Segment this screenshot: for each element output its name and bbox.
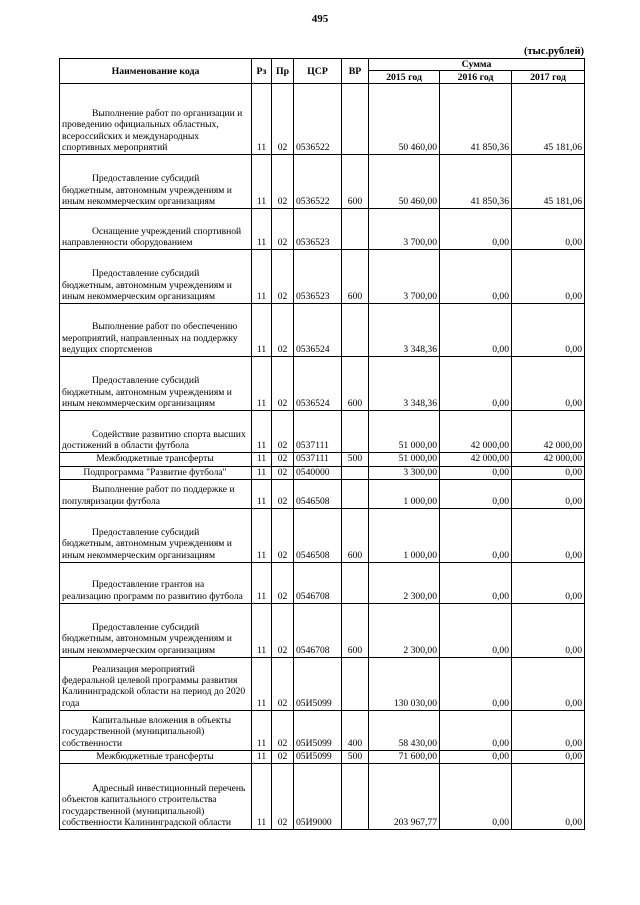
row-name: Предоставление субсидий бюджетным, автономным учреждениям и иным некоммерческим организациям	[62, 527, 232, 561]
row-pr: 02	[272, 466, 294, 479]
row-2016: 0,00	[440, 657, 512, 710]
row-pr: 02	[272, 479, 294, 508]
row-rz: 11	[252, 466, 272, 479]
row-2017: 42 000,00	[512, 453, 585, 466]
row-csr: 0546508	[294, 508, 342, 562]
row-vr: 600	[342, 357, 369, 411]
row-2015: 50 460,00	[369, 84, 440, 155]
row-csr: 0536523	[294, 209, 342, 250]
row-2016: 0,00	[440, 562, 512, 603]
table-row	[60, 304, 585, 357]
row-vr	[342, 764, 369, 830]
row-2017: 45 181,06	[512, 84, 585, 155]
row-csr: 0537111	[294, 411, 342, 453]
row-vr	[342, 209, 369, 250]
row-2016: 42 000,00	[440, 411, 512, 453]
table-row	[60, 209, 585, 250]
row-name: Выполнение работ по организации и проведению официальных областных, всероссийских и международных спортивных мероприятий	[62, 108, 243, 153]
page-number: 495	[311, 13, 329, 25]
row-csr: 0536523	[294, 250, 342, 304]
header-2016: 2016 год	[440, 71, 512, 84]
row-rz: 11	[252, 750, 272, 763]
row-rz: 11	[252, 657, 272, 710]
row-csr: 05И5099	[294, 750, 342, 763]
table-row	[60, 479, 585, 508]
row-name: Оснащение учреждений спортивной направленности оборудованием	[62, 225, 242, 248]
row-name: Адресный инвестиционный перечень объектов капитального строительства государственной (муниципальной) собственности Калининградской области	[62, 783, 246, 828]
row-csr: 0536524	[294, 357, 342, 411]
row-name: Предоставление субсидий бюджетным, автономным учреждениям и иным некоммерческим организациям	[62, 622, 232, 656]
row-2017: 0,00	[512, 479, 585, 508]
row-csr: 0536522	[294, 84, 342, 155]
row-pr: 02	[272, 304, 294, 357]
table-row	[60, 155, 585, 209]
row-rz: 11	[252, 155, 272, 209]
row-rz: 11	[252, 411, 272, 453]
header-name: Наименование кода	[60, 59, 252, 84]
row-2017: 45 181,06	[512, 155, 585, 209]
row-vr	[342, 304, 369, 357]
row-2016: 42 000,00	[440, 453, 512, 466]
row-2017: 42 000,00	[512, 411, 585, 453]
row-2016: 41 850,36	[440, 155, 512, 209]
row-vr: 500	[342, 750, 369, 763]
row-name: Капитальные вложения в объекты государственной (муниципальной) собственности	[62, 715, 232, 749]
row-2015: 2 300,00	[369, 603, 440, 657]
row-2016: 0,00	[440, 357, 512, 411]
header-rz: Рз	[252, 59, 272, 84]
row-vr	[342, 466, 369, 479]
header-sum: Сумма	[369, 59, 585, 71]
row-rz: 11	[252, 603, 272, 657]
row-2016: 0,00	[440, 479, 512, 508]
row-2017: 0,00	[512, 750, 585, 763]
row-vr	[342, 562, 369, 603]
row-rz: 11	[252, 764, 272, 830]
row-rz: 11	[252, 84, 272, 155]
table-row	[60, 250, 585, 304]
row-2015: 58 430,00	[369, 710, 440, 750]
row-pr: 02	[272, 750, 294, 763]
row-name: Выполнение работ по обеспечению мероприятий, направленных на поддержку ведущих спортсменов	[62, 321, 238, 355]
row-vr: 600	[342, 155, 369, 209]
table-row	[60, 750, 585, 763]
row-2016: 0,00	[440, 209, 512, 250]
row-name: Предоставление субсидий бюджетным, автономным учреждениям и иным некоммерческим организациям	[62, 268, 232, 302]
header-pr: Пр	[272, 59, 294, 84]
row-csr: 05И5099	[294, 710, 342, 750]
row-pr: 02	[272, 508, 294, 562]
row-2015: 3 300,00	[369, 466, 440, 479]
row-name: Реализация мероприятий федеральной целевой программы развития Калининградской области на период до 2020 года	[62, 663, 246, 709]
row-2015: 50 460,00	[369, 155, 440, 209]
row-rz: 11	[252, 562, 272, 603]
row-name: Выполнение работ по поддержке и популяризации футбола	[62, 484, 235, 507]
row-vr: 600	[342, 250, 369, 304]
row-2017: 0,00	[512, 562, 585, 603]
row-2016: 41 850,36	[440, 84, 512, 155]
row-pr: 02	[272, 155, 294, 209]
row-pr: 02	[272, 657, 294, 710]
row-2016: 0,00	[440, 710, 512, 750]
row-pr: 02	[272, 710, 294, 750]
header-csr: ЦСР	[294, 59, 342, 84]
table-row	[60, 657, 585, 710]
table-row	[60, 764, 585, 830]
row-name: Содействие развитию спорта высших достижений в области футбола	[62, 428, 246, 451]
row-2015: 2 300,00	[369, 562, 440, 603]
row-vr	[342, 657, 369, 710]
row-csr: 0536524	[294, 304, 342, 357]
row-name: Предоставление грантов на реализацию программ по развитию футбола	[62, 579, 243, 602]
row-vr	[342, 411, 369, 453]
row-2016: 0,00	[440, 764, 512, 830]
header-2015: 2015 год	[369, 71, 440, 84]
row-rz: 11	[252, 453, 272, 466]
row-csr: 0546708	[294, 562, 342, 603]
table-row	[60, 710, 585, 750]
row-rz: 11	[252, 710, 272, 750]
row-2017: 0,00	[512, 304, 585, 357]
row-csr: 0537111	[294, 453, 342, 466]
row-csr: 0540000	[294, 466, 342, 479]
row-csr: 05И9000	[294, 764, 342, 830]
row-csr: 0546508	[294, 479, 342, 508]
row-2015: 71 600,00	[369, 750, 440, 763]
row-name: Межбюджетные трансферты	[60, 453, 252, 466]
row-2016: 0,00	[440, 603, 512, 657]
table-row	[60, 357, 585, 411]
table-row	[60, 411, 585, 453]
row-pr: 02	[272, 603, 294, 657]
row-2016: 0,00	[440, 750, 512, 763]
row-2015: 1 000,00	[369, 479, 440, 508]
row-rz: 11	[252, 304, 272, 357]
row-vr	[342, 84, 369, 155]
row-2017: 0,00	[512, 357, 585, 411]
row-csr: 05И5099	[294, 657, 342, 710]
row-2016: 0,00	[440, 466, 512, 479]
row-pr: 02	[272, 357, 294, 411]
row-2016: 0,00	[440, 508, 512, 562]
row-vr	[342, 479, 369, 508]
row-vr: 400	[342, 710, 369, 750]
row-pr: 02	[272, 411, 294, 453]
row-vr: 600	[342, 508, 369, 562]
row-rz: 11	[252, 357, 272, 411]
row-vr: 600	[342, 603, 369, 657]
row-2015: 3 348,36	[369, 357, 440, 411]
table-row	[60, 466, 585, 479]
row-2017: 0,00	[512, 764, 585, 830]
row-rz: 11	[252, 508, 272, 562]
row-2017: 0,00	[512, 710, 585, 750]
row-csr: 0546708	[294, 603, 342, 657]
row-2015: 51 000,00	[369, 453, 440, 466]
row-2015: 130 030,00	[369, 657, 440, 710]
row-2015: 3 348,36	[369, 304, 440, 357]
row-name: Предоставление субсидий бюджетным, автономным учреждениям и иным некоммерческим организациям	[62, 375, 232, 409]
row-pr: 02	[272, 453, 294, 466]
units-label: (тыс.рублей)	[523, 46, 584, 57]
header-vr: ВР	[342, 59, 369, 84]
row-2017: 0,00	[512, 466, 585, 479]
row-2017: 0,00	[512, 603, 585, 657]
header-2017: 2017 год	[512, 71, 585, 84]
table-row	[60, 562, 585, 603]
row-rz: 11	[252, 479, 272, 508]
row-2017: 0,00	[512, 250, 585, 304]
row-2017: 0,00	[512, 209, 585, 250]
table-row	[60, 508, 585, 562]
row-2015: 3 700,00	[369, 250, 440, 304]
row-name: Подпрограмма "Развитие футбола"	[60, 466, 252, 479]
row-2017: 0,00	[512, 657, 585, 710]
row-2017: 0,00	[512, 508, 585, 562]
row-pr: 02	[272, 250, 294, 304]
row-2015: 1 000,00	[369, 508, 440, 562]
row-name: Межбюджетные трансферты	[60, 750, 252, 763]
row-pr: 02	[272, 84, 294, 155]
row-2015: 51 000,00	[369, 411, 440, 453]
row-name: Предоставление субсидий бюджетным, автономным учреждениям и иным некоммерческим организациям	[62, 173, 232, 207]
table-row	[60, 84, 585, 155]
row-rz: 11	[252, 250, 272, 304]
row-2015: 203 967,77	[369, 764, 440, 830]
row-pr: 02	[272, 562, 294, 603]
row-vr: 500	[342, 453, 369, 466]
row-2016: 0,00	[440, 250, 512, 304]
row-2015: 3 700,00	[369, 209, 440, 250]
row-rz: 11	[252, 209, 272, 250]
row-2016: 0,00	[440, 304, 512, 357]
row-pr: 02	[272, 764, 294, 830]
budget-table	[59, 58, 585, 830]
table-row	[60, 453, 585, 466]
row-csr: 0536522	[294, 155, 342, 209]
table-row	[60, 603, 585, 657]
row-pr: 02	[272, 209, 294, 250]
